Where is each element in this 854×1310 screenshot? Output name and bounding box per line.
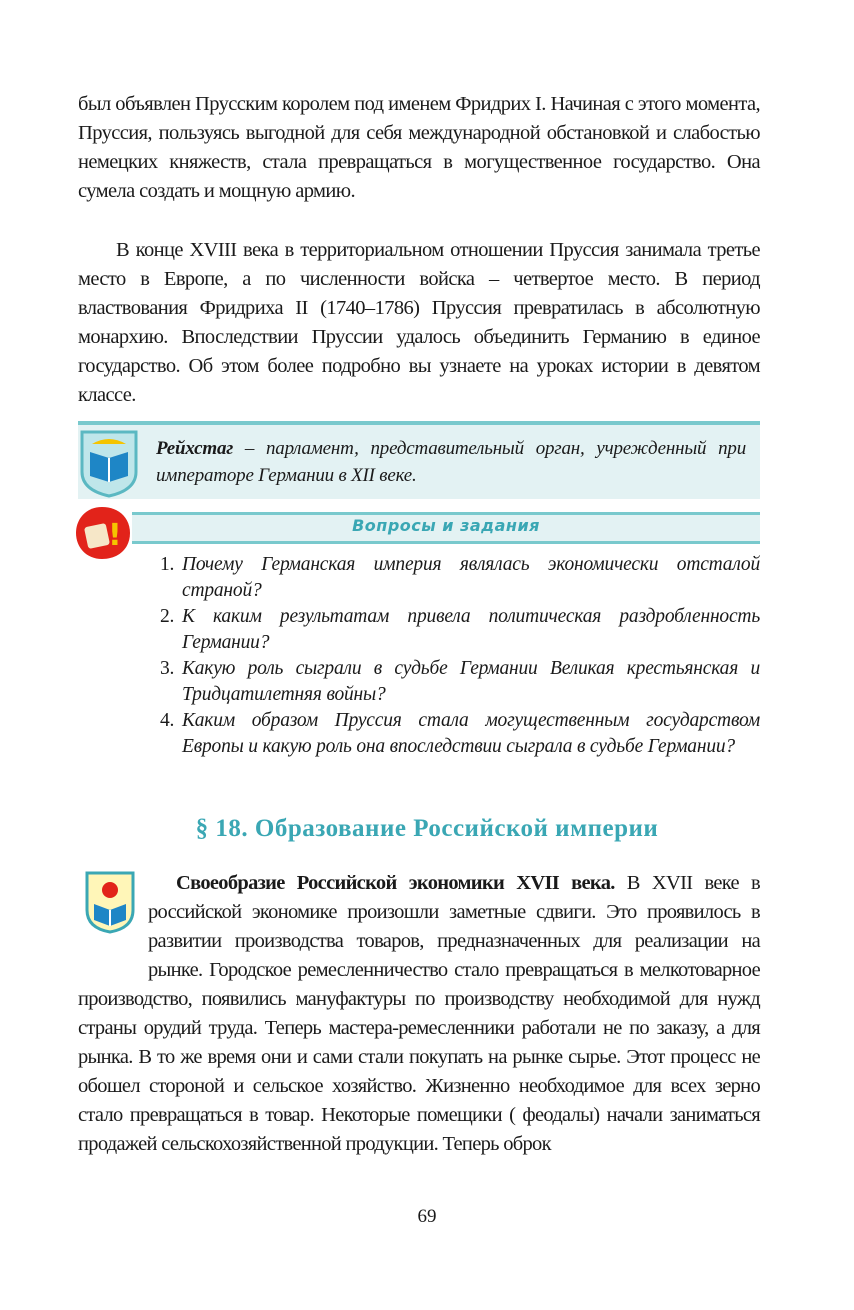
page-number: 69 xyxy=(417,1206,437,1227)
book-icon xyxy=(78,428,140,498)
definition-box xyxy=(78,421,760,499)
questions-header xyxy=(132,512,760,544)
alert-icon xyxy=(72,505,134,561)
paragraph-prussia: В конце XVIII века в территориальном отношении Пруссия занимала третье место в Европе, а по численности войска – четвертое место. В период властвования Фридриха II (1740–1786) Пруссия превратилась в абсолютную монархию. Впоследствии Пруссии удалось объединить Германию в единое государство. Об этом более подробно вы узнаете на уроках истории в девятом классе. xyxy=(78,239,760,406)
question-number: 2. xyxy=(160,606,175,627)
question-number: 3. xyxy=(160,658,175,679)
question-text: К каким результатам привела политическая раздробленность Германии? xyxy=(182,606,760,653)
section-lead: Своеобразие Российской экономики XVII века. xyxy=(176,872,615,894)
definition-divider xyxy=(78,421,760,425)
paragraph-intro: был объявлен Прусским королем под именем Фридрих I. Начиная с этого момента, Пруссия, пользуясь выгодной для себя международной обстановкой и слабостью немецких княжеств, стала превращаться в могущественное государство. Она сумела создать и мощную армию. xyxy=(78,93,760,202)
definition-term: Рейхстаг xyxy=(156,438,234,459)
questions-title: Вопросы и задания xyxy=(352,516,540,535)
question-text: Каким образом Пруссия стала могущественным государством Европы и какую роль она впоследствии сыграла в судьбе Германии? xyxy=(182,710,760,757)
section-paragraph xyxy=(78,869,760,1159)
section-body: В XVII веке в российской экономике произошли заметные сдвиги. Это проявилось в развитии производства товаров, предназначенных для реализации на рынке. Городское ремесленничество стало превращаться в мелкотоварное производство, появились мануфактуры по производству необходимой для нужд страны орудий труда. Теперь мастера-ремесленники работали не по заказу, а для рынка. В то же время они и сами стали покупать на рынке сырье. Этот процесс не обошел стороной и сельское хозяйство. Жизненно необходимое для всех зерно стало превращаться в товар. Некоторые помещики ( феодалы) начали заниматься продажей сельскохозяйственной продукции. Теперь оброк xyxy=(78,872,760,1155)
definition-text xyxy=(156,435,746,489)
question-item xyxy=(160,708,760,760)
question-number: 1. xyxy=(160,554,175,575)
question-item xyxy=(160,656,760,708)
section-title: § 18. Образование Российской империи xyxy=(195,815,659,842)
question-text: Почему Германская империя являлась экономически отсталой страной? xyxy=(182,554,760,601)
question-item xyxy=(160,604,760,656)
question-item xyxy=(160,552,760,604)
questions-list xyxy=(160,552,760,760)
definition-body: – парламент, представительный орган, учрежденный при императоре Германии в XII веке. xyxy=(156,438,746,486)
question-number: 4. xyxy=(160,710,175,731)
question-text: Какую роль сыграли в судьбе Германии Великая крестьянская и Тридцатилетняя войны? xyxy=(182,658,760,705)
svg-text:!: ! xyxy=(108,518,122,553)
